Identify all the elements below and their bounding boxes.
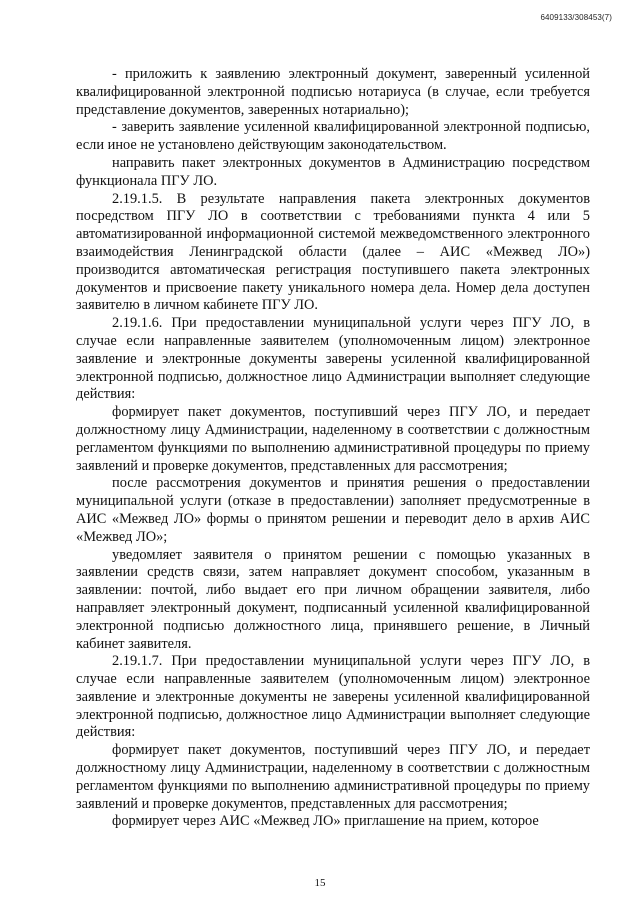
paragraph: 2.19.1.5. В результате направления пакета электронных документов посредством ПГУ ЛО в соответствии с требованиями пункта 4 или 5 автоматизированной информационной системой межведомственного электронного взаимодействия Ленинградской области (далее – АИС «Межвед ЛО») производится автоматическая регистрация поступившего пакета электронных документов и присвоение пакету уникального номера дела. Номер дела доступен заявителю в личном кабинете ПГУ ЛО. — [76, 190, 590, 314]
paragraph: - заверить заявление усиленной квалифицированной электронной подписью, если иное не установлено действующим законодательством. — [76, 119, 590, 154]
paragraph: 2.19.1.7. При предоставлении муниципальной услуги через ПГУ ЛО, в случае если направленные заявителем (уполномоченным лицом) электронное заявление и электронные документы не заверены усиленной квалифицированной электронной подписью, должностное лицо Администрации выполняет следующие действия: — [76, 653, 590, 741]
document-id: 6409133/308453(7) — [540, 13, 612, 22]
document-body — [76, 66, 590, 831]
paragraph: уведомляет заявителя о принятом решении с помощью указанных в заявлении средств связи, затем направляет документ способом, указанным в заявлении: почтой, либо выдает его при личном обращении заявителя, либо направляет электронный документ, подписанный усиленной квалифицированной электронной подписью должностного лица, принявшего решение, в Личный кабинет заявителя. — [76, 546, 590, 652]
paragraph: формирует пакет документов, поступивший через ПГУ ЛО, и передает должностному лицу Администрации, наделенному в соответствии с должностным регламентом функциями по выполнению административной процедуры по приему заявлений и проверке документов, представленных для рассмотрения; — [76, 404, 590, 474]
page-number: 15 — [314, 877, 326, 889]
paragraph: формирует пакет документов, поступивший через ПГУ ЛО, и передает должностному лицу Администрации, наделенному в соответствии с должностным регламентом функциями по выполнению административной процедуры по приему заявлений и проверке документов, представленных для рассмотрения; — [76, 742, 590, 812]
paragraph: - приложить к заявлению электронный документ, заверенный усиленной квалифицированной электронной подписью нотариуса (в случае, если требуется представление документов, заверенных нотариально); — [76, 66, 590, 118]
paragraph: после рассмотрения документов и принятия решения о предоставлении муниципальной услуги (отказе в предоставлении) заполняет предусмотренные в АИС «Межвед ЛО» формы о принятом решении и переводит дело в архив АИС «Межвед ЛО»; — [76, 475, 590, 545]
paragraph: направить пакет электронных документов в Администрацию посредством функционала ПГУ ЛО. — [76, 154, 590, 189]
paragraph: формирует через АИС «Межвед ЛО» приглашение на прием, которое — [112, 813, 539, 830]
paragraph: 2.19.1.6. При предоставлении муниципальной услуги через ПГУ ЛО, в случае если направленные заявителем (уполномоченным лицом) электронное заявление и электронные документы заверены усиленной квалифицированной электронной подписью, должностное лицо Администрации выполняет следующие действия: — [76, 315, 590, 403]
